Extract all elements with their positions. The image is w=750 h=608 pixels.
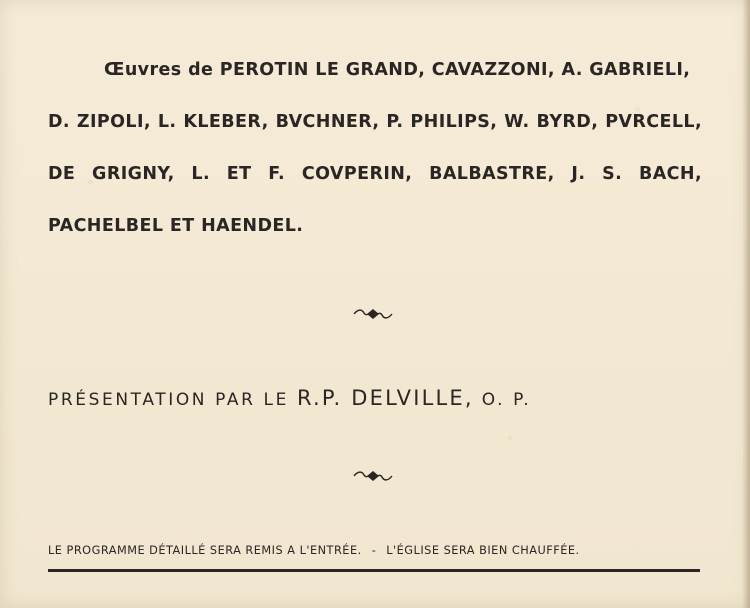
footer-separator: - <box>371 544 377 557</box>
works-line-1: Œuvres de PEROTIN LE GRAND, CAVAZZONI, A. GABRIELI, <box>104 60 691 80</box>
works-line-3: DE GRIGNY, L. ET F. COVPERIN, BALBASTRE, J. S. BACH, <box>48 164 702 184</box>
footer-program-note: LE PROGRAMME DÉTAILLÉ SERA REMIS A L'ENTRÉE. <box>48 544 362 557</box>
fleuron-ornament-icon <box>352 307 394 321</box>
presentation-line <box>48 384 702 414</box>
footer-rule <box>48 569 700 572</box>
works-list <box>48 56 702 264</box>
works-line-4: PACHELBEL ET HAENDEL. <box>48 216 304 236</box>
footer-notes <box>48 543 700 559</box>
works-line-2: D. ZIPOLI, L. KLEBER, BVCHNER, P. PHILIPS, W. BYRD, PVRCELL, <box>48 112 702 132</box>
presenter-name: R.P. DELVILLE, <box>296 386 474 410</box>
footer-heating-note: L'ÉGLISE SERA BIEN CHAUFFÉE. <box>386 544 580 557</box>
presentation-prefix: PRÉSENTATION PAR LE <box>48 390 289 410</box>
fleuron-ornament-icon <box>352 469 394 483</box>
presenter-order: O. P. <box>481 390 532 410</box>
